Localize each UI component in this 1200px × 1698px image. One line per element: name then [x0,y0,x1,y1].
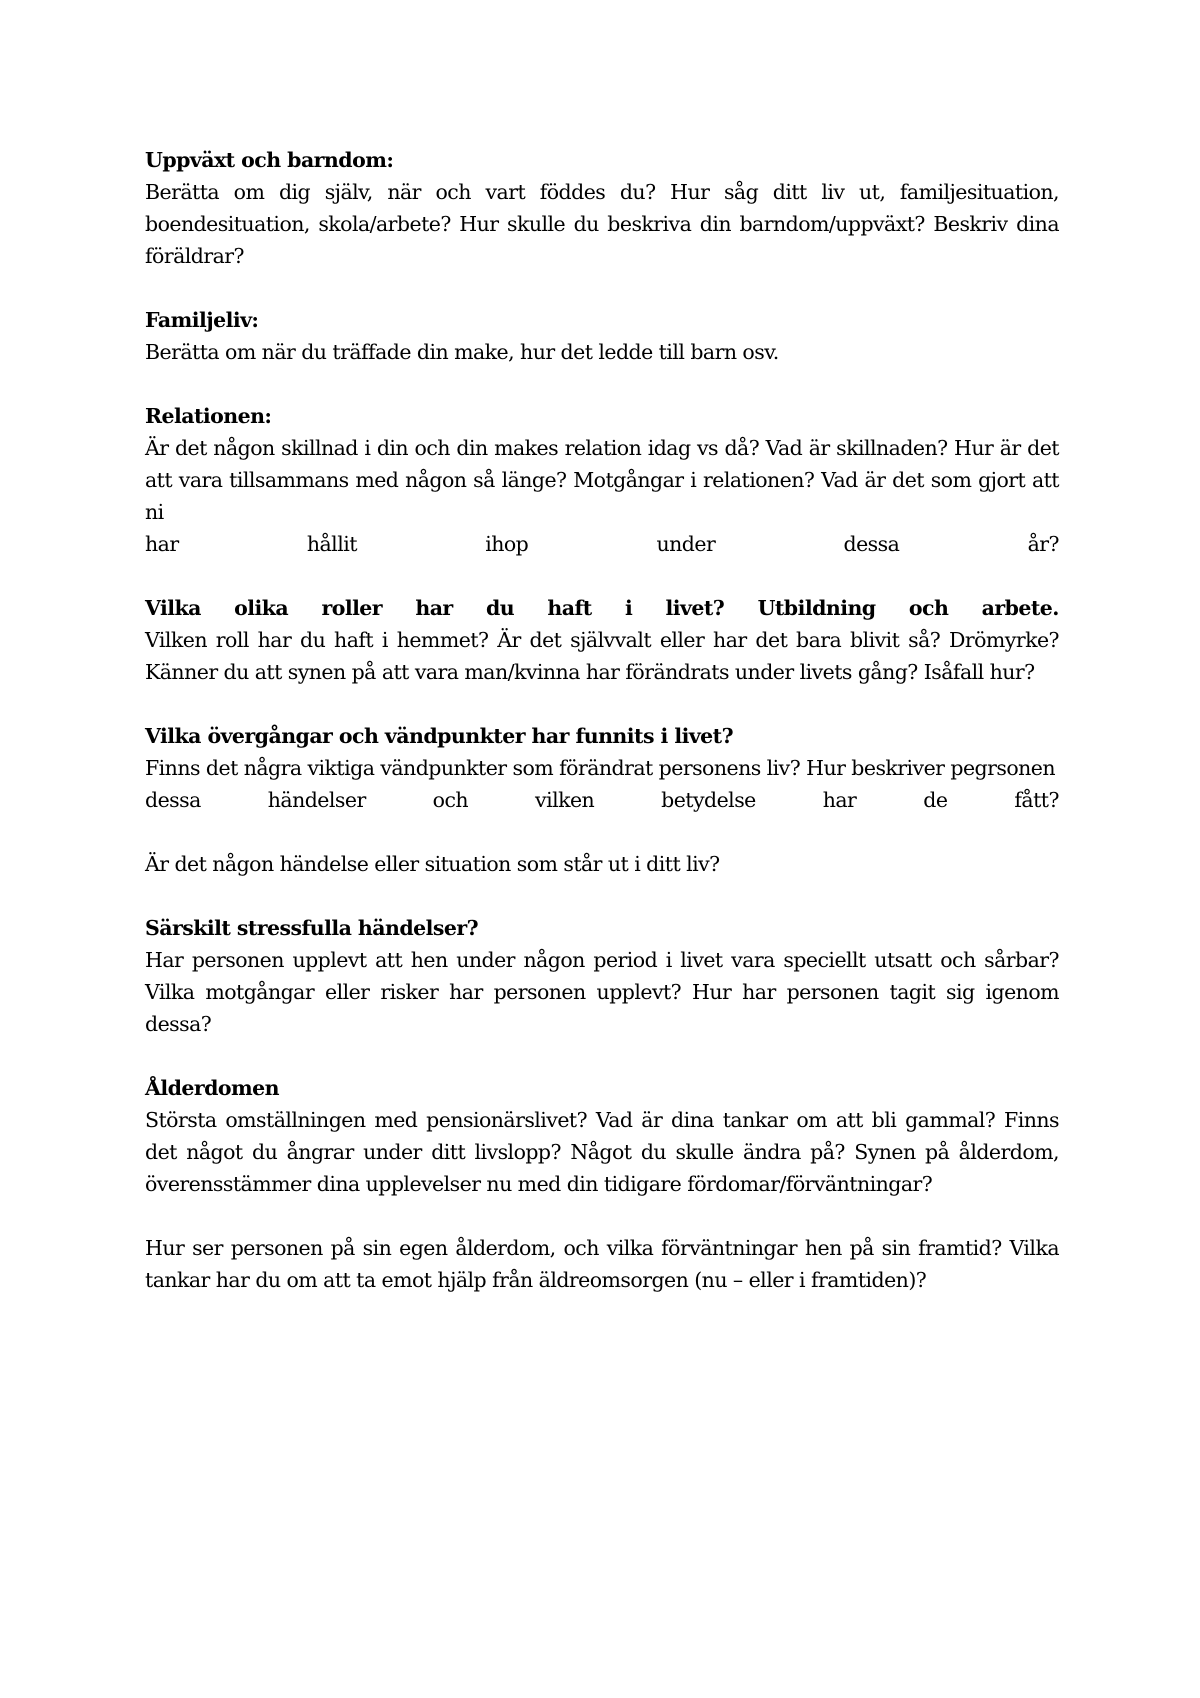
section-heading: Ålderdomen [145,1076,280,1100]
section-old-age [145,1072,1059,1296]
section-heading: Familjeliv: [145,308,259,332]
heading-word: arbete. [981,596,1059,620]
word: under [656,532,716,556]
word: händelser [267,788,366,812]
section-heading [145,592,1059,624]
heading-word: olika [234,596,289,620]
word: har [145,532,179,556]
section-relationship [145,400,1059,560]
section-text-last-line [145,784,1059,816]
heading-word: livet? [665,596,725,620]
document-body [145,144,1059,1328]
section-upbringing [145,144,1059,272]
heading-word: och [908,596,949,620]
section-heading: Uppväxt och barndom: [145,148,394,172]
section-text-extra: Är det någon händelse eller situation som står ut i ditt liv? [145,852,720,876]
section-text: Vilken roll har du haft i hemmet? Är det självvalt eller har det bara blivit så? Drömyrke? Känner du att synen på att vara man/kvinna har förändrats under livets gång? Isåfall hur? [145,628,1059,684]
heading-word: i [625,596,633,620]
section-family-life [145,304,1059,368]
word: år? [1027,532,1059,556]
section-text: Är det någon skillnad i din och din makes relation idag vs då? Vad är skillnaden? Hur är det att vara tillsammans med någon så länge? Motgångar i relationen? Vad är det som gjort att ni [145,436,1059,524]
section-stressful-events [145,912,1059,1040]
section-heading: Vilka övergångar och vändpunkter har funnits i livet? [145,724,734,748]
heading-word: har [415,596,453,620]
section-roles [145,592,1059,688]
section-text: Berätta om när du träffade din make, hur det ledde till barn osv. [145,340,779,364]
section-text: Största omställningen med pensionärslivet? Vad är dina tankar om att bli gammal? Finns det något du ångrar under ditt livslopp? Något du skulle ändra på? Synen på ålderdom, överensstämmer dina upplevelser nu med din tidigare fördomar/förväntningar? [145,1108,1059,1196]
word: dessa [843,532,900,556]
heading-word: roller [321,596,383,620]
word: fått? [1014,788,1059,812]
word: vilken [535,788,595,812]
section-transitions [145,720,1059,880]
word: ihop [485,532,529,556]
heading-word: du [485,596,515,620]
section-text: Finns det några viktiga vändpunkter som förändrat personens liv? Hur beskriver pegrsonen [145,756,1056,780]
heading-word: Utbildning [757,596,876,620]
heading-word: haft [547,596,592,620]
word: de [923,788,948,812]
section-heading: Särskilt stressfulla händelser? [145,916,479,940]
heading-word: Vilka [145,596,201,620]
paragraph-gap [145,816,1059,848]
section-text-extra: Hur ser personen på sin egen ålderdom, och vilka förväntningar hen på sin framtid? Vilka tankar har du om att ta emot hjälp från äldreomsorgen (nu – eller i framtiden)? [145,1236,1059,1292]
word: betydelse [661,788,756,812]
word: dessa [145,788,201,812]
section-text: Har personen upplevt att hen under någon period i livet vara speciellt utsatt och sårbar? Vilka motgångar eller risker har personen upplevt? Hur har personen tagit sig igenom dessa? [145,948,1059,1036]
word: och [432,788,469,812]
section-heading: Relationen: [145,404,272,428]
section-text: Berätta om dig själv, när och vart föddes du? Hur såg ditt liv ut, familjesituation, boendesituation, skola/arbete? Hur skulle du beskriva din barndom/uppväxt? Beskriv dina föräldrar? [145,180,1059,268]
section-text-last-line [145,528,1059,560]
word: har [822,788,857,812]
paragraph-gap [145,1200,1059,1232]
word: hållit [306,532,357,556]
